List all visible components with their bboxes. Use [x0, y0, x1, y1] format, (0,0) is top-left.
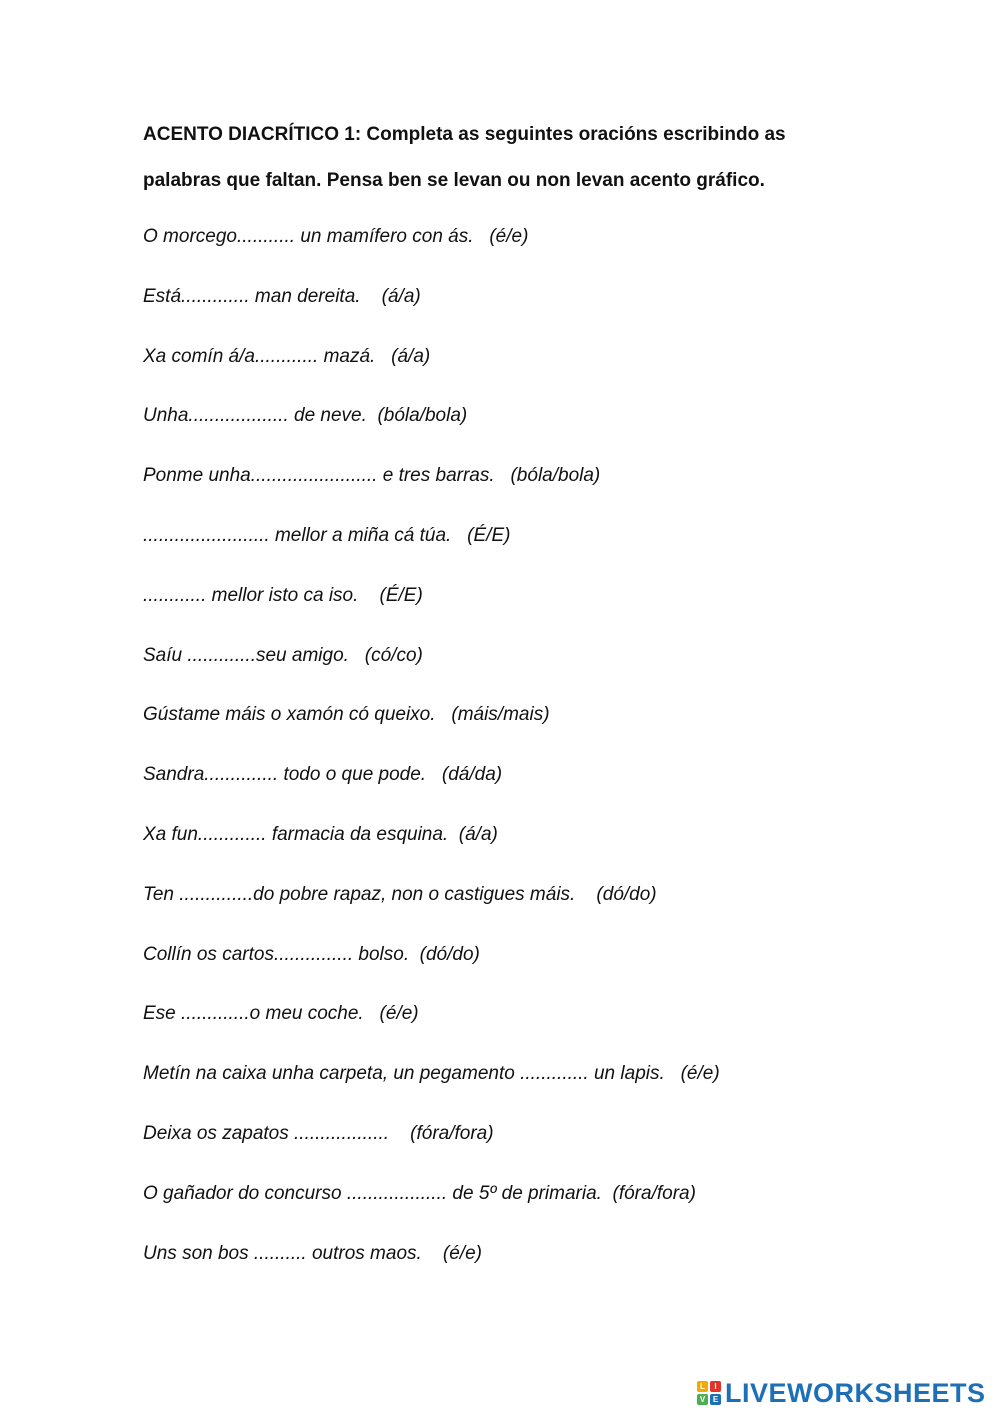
exercise-sentence-12: Ten ..............do pobre rapaz, non o castigues máis. (dó/do) — [143, 883, 657, 905]
exercise-sentence-8: Saíu .............seu amigo. (có/co) — [143, 644, 423, 666]
logo-mark-letter: L — [697, 1381, 708, 1392]
exercise-sentence-7: ............ mellor isto ca iso. (É/E) — [143, 584, 423, 606]
exercise-sentence-16: Deixa os zapatos .................. (fóra/fora) — [143, 1122, 494, 1144]
exercise-sentence-6: ........................ mellor a miña cá túa. (É/E) — [143, 524, 511, 546]
logo-mark-letter: E — [710, 1394, 721, 1405]
liveworksheets-logo[interactable] — [697, 1376, 986, 1410]
exercise-sentence-5: Ponme unha........................ e tres barras. (bóla/bola) — [143, 465, 601, 487]
worksheet-title: ACENTO DIACRÍTICO 1: Completa as seguintes oracións escribindo as palabras que faltan. Pensa ben se levan ou non levan acento gráfico. — [143, 124, 786, 191]
exercise-sentence-17: O gañador do concurso ................... de 5º de primaria. (fóra/fora) — [143, 1182, 696, 1204]
exercise-sentence-15: Metín na caixa unha carpeta, un pegamento ............. un lapis. (é/e) — [143, 1063, 720, 1085]
exercise-sentence-1: O morcego........... un mamífero con ás. (é/e) — [143, 226, 529, 247]
exercise-list — [143, 222, 720, 1298]
logo-mark-letter: V — [697, 1394, 708, 1405]
exercise-sentence-9: Gústame máis o xamón có queixo. (máis/mais) — [143, 704, 550, 726]
exercise-sentence-14: Ese .............o meu coche. (é/e) — [143, 1003, 419, 1025]
exercise-sentence-11: Xa fun............. farmacia da esquina. (á/a) — [143, 823, 498, 845]
exercise-sentence-13: Collín os cartos............... bolso. (dó/do) — [143, 943, 480, 965]
liveworksheets-mark-icon — [697, 1381, 721, 1405]
exercise-sentence-18: Uns son bos .......... outros maos. (é/e) — [143, 1242, 482, 1264]
liveworksheets-wordmark: LIVEWORKSHEETS — [725, 1377, 986, 1408]
exercise-sentence-3: Xa comín á/a............ mazá. (á/a) — [143, 345, 431, 367]
exercise-sentence-4: Unha................... de neve. (bóla/bola) — [143, 405, 468, 427]
logo-mark-letter: I — [710, 1381, 721, 1392]
exercise-sentence-2: Está............. man dereita. (á/a) — [143, 285, 421, 307]
exercise-sentence-10: Sandra.............. todo o que pode. (dá/da) — [143, 764, 503, 786]
